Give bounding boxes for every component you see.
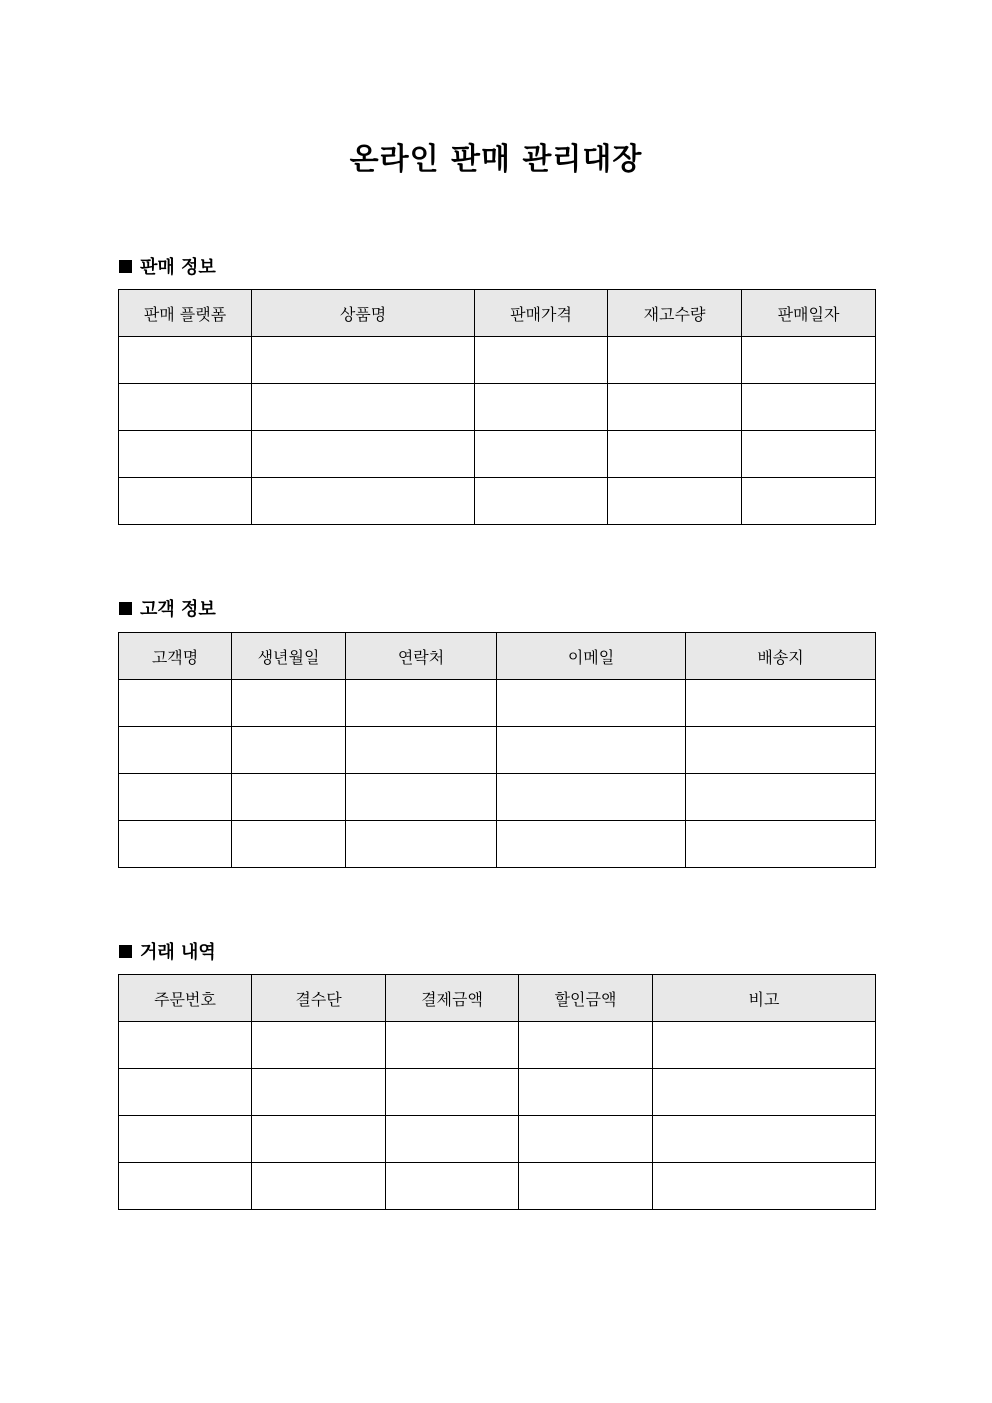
section-title: 판매 정보	[140, 257, 216, 278]
column-header: 연락처	[346, 633, 497, 680]
table-cell[interactable]	[346, 727, 497, 774]
table-cell[interactable]	[742, 431, 876, 478]
table-cell[interactable]	[119, 1022, 252, 1069]
column-header: 비고	[653, 975, 876, 1022]
table-row	[119, 1163, 876, 1210]
table-row	[119, 727, 876, 774]
table-cell[interactable]	[686, 727, 876, 774]
table-cell[interactable]	[119, 1069, 252, 1116]
table-cell[interactable]	[346, 821, 497, 868]
column-header: 할인금액	[519, 975, 653, 1022]
column-header: 결수단	[252, 975, 386, 1022]
table-cell[interactable]	[252, 384, 475, 431]
table-row	[119, 821, 876, 868]
table-cell[interactable]	[119, 727, 232, 774]
column-header: 이메일	[497, 633, 686, 680]
column-header: 판매일자	[742, 290, 876, 337]
table-cell[interactable]	[119, 821, 232, 868]
table-cell[interactable]	[252, 1022, 386, 1069]
table-cell[interactable]	[686, 774, 876, 821]
table-cell[interactable]	[386, 1163, 519, 1210]
table-cell[interactable]	[232, 774, 346, 821]
table-cell[interactable]	[653, 1163, 876, 1210]
table-cell[interactable]	[742, 384, 876, 431]
column-header: 판매가격	[475, 290, 608, 337]
column-header: 판매 플랫폼	[119, 290, 252, 337]
column-header: 배송지	[686, 633, 876, 680]
table-row	[119, 337, 876, 384]
table-row	[119, 1116, 876, 1163]
square-bullet-icon	[119, 602, 132, 615]
table-row	[119, 384, 876, 431]
table-cell[interactable]	[742, 478, 876, 525]
section-heading-sales	[119, 253, 216, 279]
customer-info-table	[118, 632, 876, 868]
table-cell[interactable]	[608, 337, 742, 384]
column-header: 상품명	[252, 290, 475, 337]
square-bullet-icon	[119, 945, 132, 958]
table-row	[119, 774, 876, 821]
table-cell[interactable]	[232, 821, 346, 868]
table-cell[interactable]	[742, 337, 876, 384]
table-cell[interactable]	[475, 478, 608, 525]
table-row	[119, 1022, 876, 1069]
column-header: 재고수량	[608, 290, 742, 337]
table-cell[interactable]	[119, 384, 252, 431]
table-row	[119, 680, 876, 727]
section-title: 거래 내역	[140, 942, 216, 963]
table-cell[interactable]	[608, 384, 742, 431]
table-cell[interactable]	[252, 1069, 386, 1116]
table-cell[interactable]	[608, 478, 742, 525]
column-header: 고객명	[119, 633, 232, 680]
table-cell[interactable]	[252, 478, 475, 525]
table-cell[interactable]	[653, 1069, 876, 1116]
table-cell[interactable]	[386, 1069, 519, 1116]
table-cell[interactable]	[497, 774, 686, 821]
table-cell[interactable]	[519, 1069, 653, 1116]
table-cell[interactable]	[346, 680, 497, 727]
section-title: 고객 정보	[140, 599, 216, 620]
column-header: 생년월일	[232, 633, 346, 680]
table-cell[interactable]	[519, 1022, 653, 1069]
column-header: 주문번호	[119, 975, 252, 1022]
table-cell[interactable]	[475, 431, 608, 478]
table-cell[interactable]	[119, 431, 252, 478]
table-cell[interactable]	[519, 1116, 653, 1163]
table-row	[119, 431, 876, 478]
section-heading-transaction	[119, 938, 216, 964]
table-cell[interactable]	[119, 478, 252, 525]
table-header-row	[119, 633, 876, 680]
table-cell[interactable]	[386, 1116, 519, 1163]
table-cell[interactable]	[653, 1116, 876, 1163]
table-cell[interactable]	[252, 1116, 386, 1163]
page-title: 온라인 판매 관리대장	[349, 142, 643, 177]
transaction-history-table	[118, 974, 876, 1210]
table-header-row	[119, 975, 876, 1022]
table-cell[interactable]	[608, 431, 742, 478]
square-bullet-icon	[119, 260, 132, 273]
table-cell[interactable]	[497, 727, 686, 774]
table-row	[119, 1069, 876, 1116]
sales-info-table	[118, 289, 876, 525]
table-cell[interactable]	[386, 1022, 519, 1069]
table-cell[interactable]	[519, 1163, 653, 1210]
table-cell[interactable]	[686, 821, 876, 868]
section-heading-customer	[119, 595, 216, 621]
table-cell[interactable]	[119, 774, 232, 821]
table-cell[interactable]	[497, 680, 686, 727]
table-header-row	[119, 290, 876, 337]
table-cell[interactable]	[497, 821, 686, 868]
table-cell[interactable]	[119, 1116, 252, 1163]
table-cell[interactable]	[475, 384, 608, 431]
table-cell[interactable]	[346, 774, 497, 821]
table-cell[interactable]	[653, 1022, 876, 1069]
table-cell[interactable]	[686, 680, 876, 727]
table-cell[interactable]	[119, 1163, 252, 1210]
column-header: 결제금액	[386, 975, 519, 1022]
table-cell[interactable]	[252, 431, 475, 478]
table-cell[interactable]	[119, 680, 232, 727]
table-cell[interactable]	[119, 337, 252, 384]
table-cell[interactable]	[252, 1163, 386, 1210]
table-cell[interactable]	[475, 337, 608, 384]
table-row	[119, 478, 876, 525]
table-cell[interactable]	[232, 680, 346, 727]
table-cell[interactable]	[232, 727, 346, 774]
table-cell[interactable]	[252, 337, 475, 384]
